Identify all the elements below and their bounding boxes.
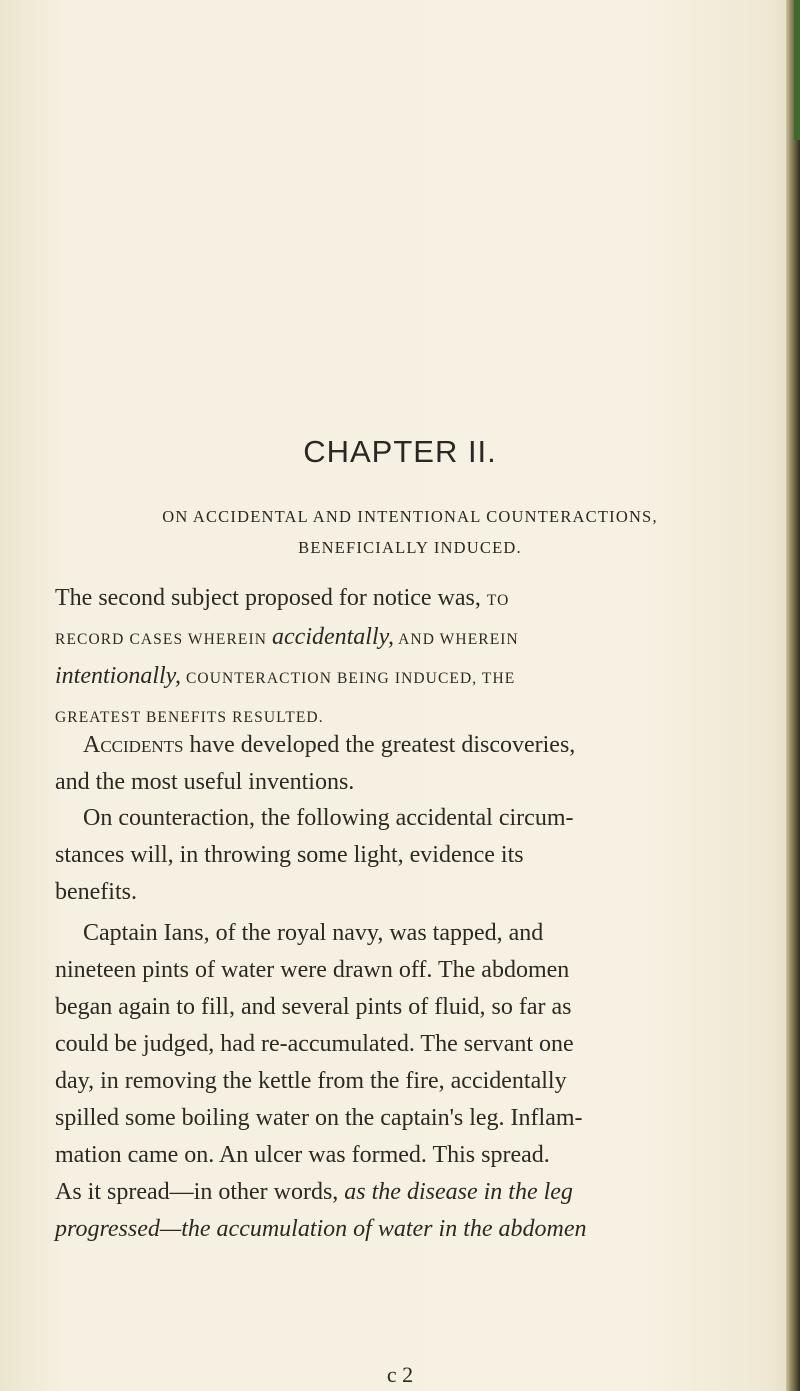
paragraph-accidents — [55, 727, 767, 801]
text-line: As it spread—in other words, as the disease in the leg — [55, 1179, 573, 1205]
chapter-heading: CHAPTER II. — [303, 434, 497, 469]
binding-edge-mark — [794, 0, 800, 140]
text-line: and the most useful inventions. — [55, 769, 355, 795]
text-line: intentionally, COUNTERACTION BEING INDUCED, THE — [55, 663, 516, 689]
text-line: Accidents have developed the greatest discoveries, — [83, 732, 576, 758]
text-line: began again to fill, and several pints of fluid, so far as — [55, 994, 572, 1020]
text-line: mation came on. An ulcer was formed. This spread. — [55, 1142, 550, 1168]
chapter-subtitle-line-2: BENEFICIALLY INDUCED. — [298, 538, 522, 557]
text-line: GREATEST BENEFITS RESULTED. — [55, 709, 324, 726]
paragraph-counteraction — [55, 800, 767, 911]
text-line: could be judged, had re-accumulated. The servant one — [55, 1031, 574, 1057]
text-line: nineteen pints of water were drawn off. The abdomen — [55, 957, 570, 983]
paragraph-captain-ians — [55, 915, 767, 1248]
text-line: day, in removing the kettle from the fire, accidentally — [55, 1068, 567, 1094]
text-line: benefits. — [55, 879, 137, 905]
text-line: RECORD CASES WHEREIN accidentally, AND WHEREIN — [55, 624, 519, 650]
chapter-subtitle-line-1: ON ACCIDENTAL AND INTENTIONAL COUNTERACTIONS, — [162, 507, 658, 526]
paragraph-intro — [55, 580, 767, 736]
text-line: The second subject proposed for notice was, TO — [55, 585, 510, 611]
text-line: stances will, in throwing some light, evidence its — [55, 842, 524, 868]
text-line: On counteraction, the following accidental circum- — [83, 805, 574, 831]
signature-mark: c 2 — [386, 1362, 414, 1387]
text-line: Captain Ians, of the royal navy, was tapped, and — [83, 920, 544, 946]
page-edge-shadow — [786, 0, 800, 1391]
text-line: spilled some boiling water on the captain's leg. Inflam- — [55, 1105, 583, 1131]
text-line: progressed—the accumulation of water in the abdomen — [55, 1216, 587, 1242]
